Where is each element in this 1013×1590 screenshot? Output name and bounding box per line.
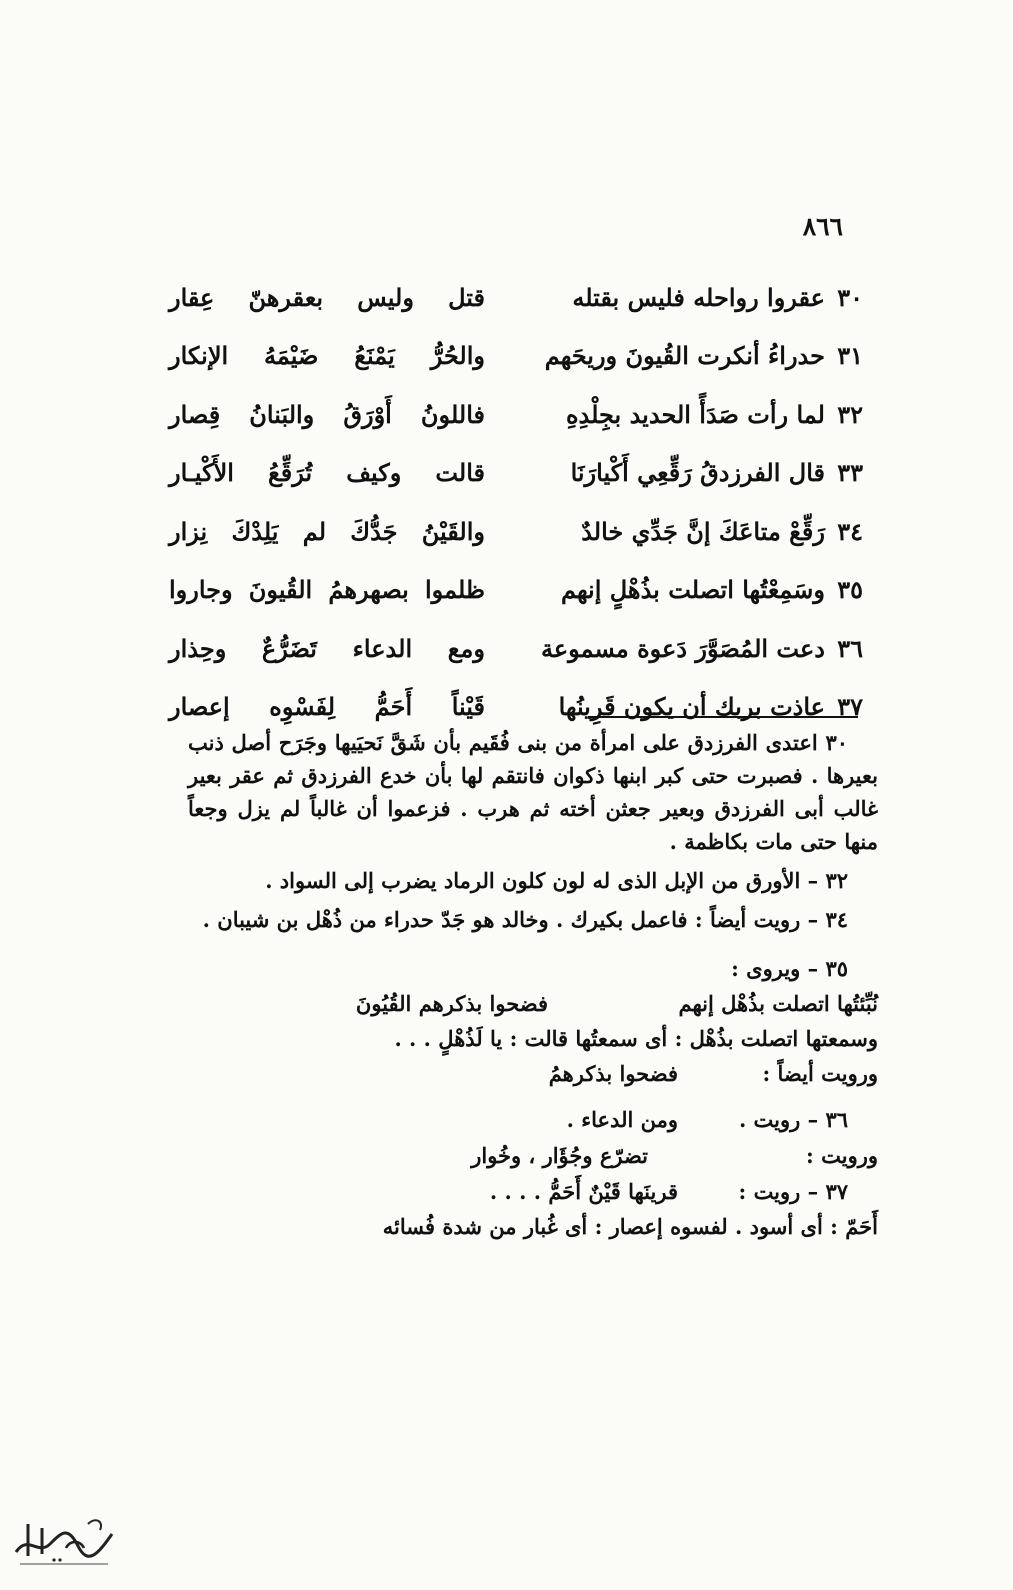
verse-number: ٣٣ bbox=[837, 458, 863, 488]
poem-verses bbox=[163, 268, 863, 736]
verse-31 bbox=[163, 327, 863, 386]
verse-first-hemistich: عاذت بربك أن يكون قَرِينُها bbox=[558, 692, 825, 722]
footnote-37-gloss: أَحَمّ : أى أسود . لفسوه إعصار : أى غُبار من شدة فُسائه bbox=[382, 1214, 878, 1239]
footnote-35-alt-reading bbox=[188, 1056, 878, 1092]
footnote-36 bbox=[188, 1102, 878, 1138]
verse-number: ٣١ bbox=[837, 341, 863, 371]
library-logo bbox=[8, 1504, 120, 1570]
variant-second: فضحوا بذكرهم القُيُونَ bbox=[355, 991, 548, 1016]
verse-number: ٣٠ bbox=[837, 282, 863, 312]
footnote-36-alt-reading bbox=[188, 1138, 878, 1174]
verse-number: ٣٧ bbox=[837, 692, 863, 722]
verse-number: ٣٢ bbox=[837, 399, 863, 429]
footnote-37 bbox=[188, 1174, 878, 1210]
footnote-35-heading: ٣٥ – ويروى : bbox=[731, 956, 848, 981]
verse-33 bbox=[163, 444, 863, 503]
footnote-34: ٣٤ – رويت أيضاً : فاعمل بكيرك . وخالد هو جَدّ حدراء من ذُهْل بن شيبان . bbox=[202, 907, 848, 932]
verse-35 bbox=[163, 561, 863, 620]
variant-text: تضرّع وجُؤَار ، وخُوار bbox=[471, 1143, 648, 1168]
variant-text: فضحوا بذكرهمُ bbox=[548, 1061, 678, 1086]
verse-36 bbox=[163, 619, 863, 678]
footnote-32: ٣٢ – الأورق من الإبل الذى له لون كلون الرماد يضرب إلى السواد . bbox=[265, 868, 848, 893]
footnote-35-explanation: وسمعتها اتصلت بذُهْل : أى سمعتُها قالت : يا لَذُهْلٍ . . . bbox=[394, 1026, 878, 1051]
verse-second-hemistich: قالت وكيف تُرَقِّعُ الأَكْيـار bbox=[169, 458, 485, 488]
verse-second-hemistich: فاللونُ أَوْرَقُ والبَنانُ قِصار bbox=[169, 399, 485, 429]
variant-label: ورويت أيضاً : bbox=[762, 1061, 878, 1086]
verse-34 bbox=[163, 502, 863, 561]
verse-first-hemistich: رَقِّعْ متاعَكَ إنَّ جَدِّي خالدٌ bbox=[581, 516, 825, 546]
variant-text: ومن الدعاء . bbox=[566, 1107, 678, 1132]
footnote-35-variant-line bbox=[188, 986, 878, 1022]
verse-number: ٣٥ bbox=[837, 575, 863, 605]
verse-second-hemistich: قتل وليس بعقرهنّ عِقار bbox=[169, 282, 485, 312]
verse-second-hemistich: ومع الدعاء تَضَرُّعٌ وحِذار bbox=[169, 633, 485, 663]
verse-first-hemistich: وسَمِعْتُها اتصلت بذُهْلٍ إنهم bbox=[561, 575, 825, 605]
verse-second-hemistich: ظلموا بصهرهمُ القُيونَ وجاروا bbox=[169, 575, 485, 605]
verse-second-hemistich: والحُرُّ يَمْنَعُ ضَيْمَهُ الإنكار bbox=[169, 341, 485, 371]
verse-first-hemistich: عقروا رواحله فليس بقتله bbox=[572, 282, 825, 312]
verse-first-hemistich: دعت المُصَوَّرَ دَعوة مسموعة bbox=[540, 633, 825, 663]
footnote-30: ٣٠ اعتدى الفرزدق على امرأة من بنى فُقَيم بأن شَقَّ نَحيَيها وجَرَح أصل ذنب بعيرها . فصبرت حتى كبر ابنها ذكوان فانتقم لها بأن خدع الفرزدق ثم عقر بعير غالب أبى الفرزدق وبعير جعثن أخته ثم هرب . فزعموا أن غالباً لم يزل وجعاً منها حتى مات بكاظمة . bbox=[188, 730, 878, 854]
variant-label: ٣٦ – رويت . bbox=[738, 1107, 848, 1132]
variant-label: ٣٧ – رويت : bbox=[738, 1179, 848, 1204]
verse-first-hemistich: قال الفرزدقُ رَقِّعِي أَكْيارَنَا bbox=[570, 458, 825, 488]
variant-label: ورويت : bbox=[806, 1143, 878, 1168]
verse-first-hemistich: حدراءُ أنكرت القُيونَ وريحَهم bbox=[544, 341, 825, 371]
verse-32 bbox=[163, 385, 863, 444]
verse-second-hemistich: والقَيْنُ جَدُّكَ لم يَلِدْكَ نِزار bbox=[169, 516, 485, 546]
variant-text: قرينَها قَيْنٌ أَحَمُّ . . . . bbox=[489, 1179, 678, 1204]
spacer bbox=[188, 1092, 878, 1102]
page-number: ٨٦٦ bbox=[802, 212, 843, 241]
footnote-divider bbox=[588, 716, 858, 718]
verse-number: ٣٦ bbox=[837, 633, 863, 663]
verse-number: ٣٤ bbox=[837, 516, 863, 546]
footnotes bbox=[188, 726, 878, 1244]
verse-second-hemistich: قَيْناً أَحَمُّ لِفَسْوِه إعصار bbox=[169, 692, 485, 722]
spacer bbox=[188, 942, 878, 952]
verse-30 bbox=[163, 268, 863, 327]
variant-first: نُبِّئتُها اتصلت بذُهْل إنهم bbox=[678, 991, 878, 1016]
verse-first-hemistich: لما رأت صَدَأً الحديد بجِلْدِهِ bbox=[565, 399, 825, 429]
calligraphy-logo-icon bbox=[8, 1504, 120, 1570]
